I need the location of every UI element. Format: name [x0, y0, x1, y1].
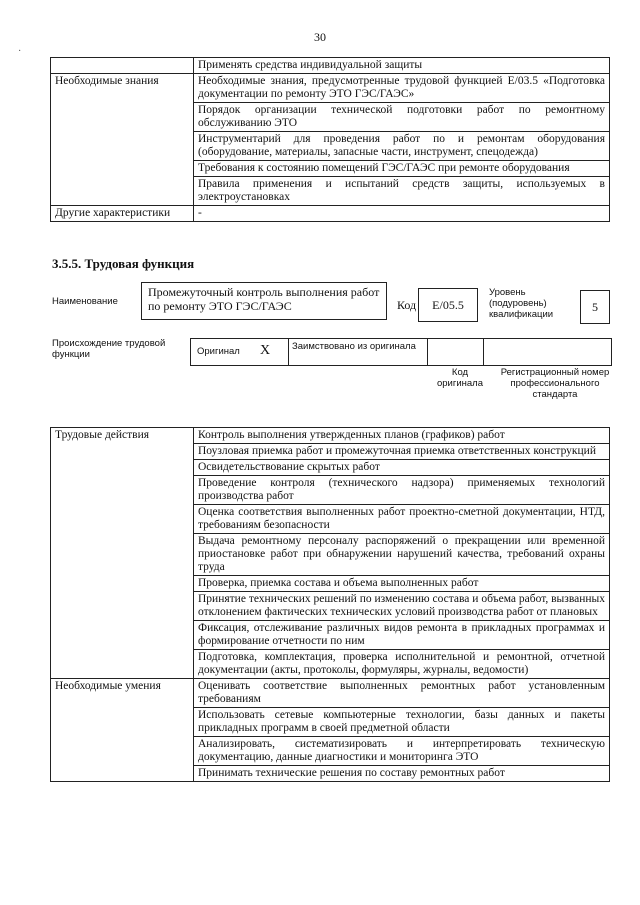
- level-box: [580, 290, 610, 324]
- function-name: Промежуточный контроль выполнения работ по ремонту ЭТО ГЭС/ГАЭС: [148, 285, 380, 313]
- function-name-box: [141, 282, 387, 320]
- level-value: 5: [592, 300, 598, 314]
- table-cell: Фиксация, отслеживание различных видов ремонта в прикладных программах и формирование отчетности по ним: [194, 621, 610, 650]
- code-original-caption: Код оригинала: [436, 367, 483, 389]
- table-row: [51, 206, 610, 222]
- table-cell: Подготовка, комплектация, проверка исполнительной и ремонтной, отчетной документации (акты, протоколы, формуляры, журналы, ведомости): [194, 650, 610, 679]
- table-cell: Поузловая приемка работ и промежуточная приемка ответственных конструкций: [194, 444, 610, 460]
- divider: [427, 339, 428, 365]
- bottom-table: [50, 427, 610, 782]
- code-value: E/05.5: [432, 298, 464, 312]
- origin-label: Происхождение трудовой функции: [52, 338, 166, 360]
- row-label: Необходимые знания: [51, 74, 194, 206]
- origin-row: [190, 338, 612, 366]
- section-title: 3.5.5. Трудовая функция: [52, 256, 195, 271]
- original-mark: X: [260, 343, 271, 358]
- table-cell: Анализировать, систематизировать и интерпретировать техническую документацию, данные диагностики и мониторинга ЭТО: [194, 737, 610, 766]
- divider: [483, 339, 484, 365]
- code-label: Код: [397, 298, 417, 312]
- table-cell: Освидетельствование скрытых работ: [194, 460, 610, 476]
- table-row: [51, 428, 610, 444]
- table-cell: Оценка соответствия выполненных работ проектно-сметной документации, НТД, требованиям безопасности: [194, 505, 610, 534]
- level-label: Уровень (подуровень) квалификации: [489, 287, 554, 320]
- table-cell: Необходимые знания, предусмотренные трудовой функцией E/03.5 «Подготовка документации по ремонту ЭТО ГЭС/ГАЭС»: [194, 74, 610, 103]
- name-label: Наименование: [52, 296, 118, 307]
- table-cell: Использовать сетевые компьютерные технологии, базы данных и пакеты прикладных программ в своей предметной области: [194, 708, 610, 737]
- table-cell: Оценивать соответствие выполненных ремонтных работ установленным требованиям: [194, 679, 610, 708]
- table-cell: Проведение контроля (технического надзора) применяемых технологий производства работ: [194, 476, 610, 505]
- row-label: Трудовые действия: [51, 428, 194, 679]
- table-row: [51, 679, 610, 708]
- row-label: Необходимые умения: [51, 679, 194, 782]
- row-label: Другие характеристики: [51, 206, 194, 222]
- table-row: [51, 74, 610, 103]
- table-cell: -: [194, 206, 610, 222]
- table-cell: Порядок организации технической подготовки работ по ремонтному обслуживанию ЭТО: [194, 103, 610, 132]
- reg-number-caption: Регистрационный номер профессионального стандарта: [500, 367, 610, 400]
- row-label: [51, 58, 194, 74]
- table-cell: Принятие технических решений по изменению состава и объема работ, вызванных отклонением фактических технических условий производства работ от плановых: [194, 592, 610, 621]
- divider: [288, 339, 289, 365]
- original-label: Оригинал: [197, 346, 240, 357]
- table-cell: Инструментарий для проведения работ по и ремонтам оборудования (оборудование, материалы, запасные части, инструмент, спецодежда): [194, 132, 610, 161]
- table-cell: Контроль выполнения утвержденных планов (графиков) работ: [194, 428, 610, 444]
- borrowed-label: Заимствовано из оригинала: [292, 341, 416, 352]
- table-cell: Применять средства индивидуальной защиты: [194, 58, 610, 74]
- table-row: [51, 58, 610, 74]
- code-box: [418, 288, 478, 322]
- table-cell: Выдача ремонтному персоналу распоряжений о прекращении или временной приостановке работ при обнаружении нарушений качества, требований охраны труда: [194, 534, 610, 576]
- table-cell: Проверка, приемка состава и объема выполненных работ: [194, 576, 610, 592]
- table-cell: Принимать технические решения по составу ремонтных работ: [194, 766, 610, 782]
- top-table: [50, 57, 610, 222]
- page-number: 30: [314, 30, 326, 44]
- margin-mark: ·: [18, 46, 22, 57]
- table-cell: Требования к состоянию помещений ГЭС/ГАЭС при ремонте оборудования: [194, 161, 610, 177]
- table-cell: Правила применения и испытаний средств защиты, используемых в электроустановках: [194, 177, 610, 206]
